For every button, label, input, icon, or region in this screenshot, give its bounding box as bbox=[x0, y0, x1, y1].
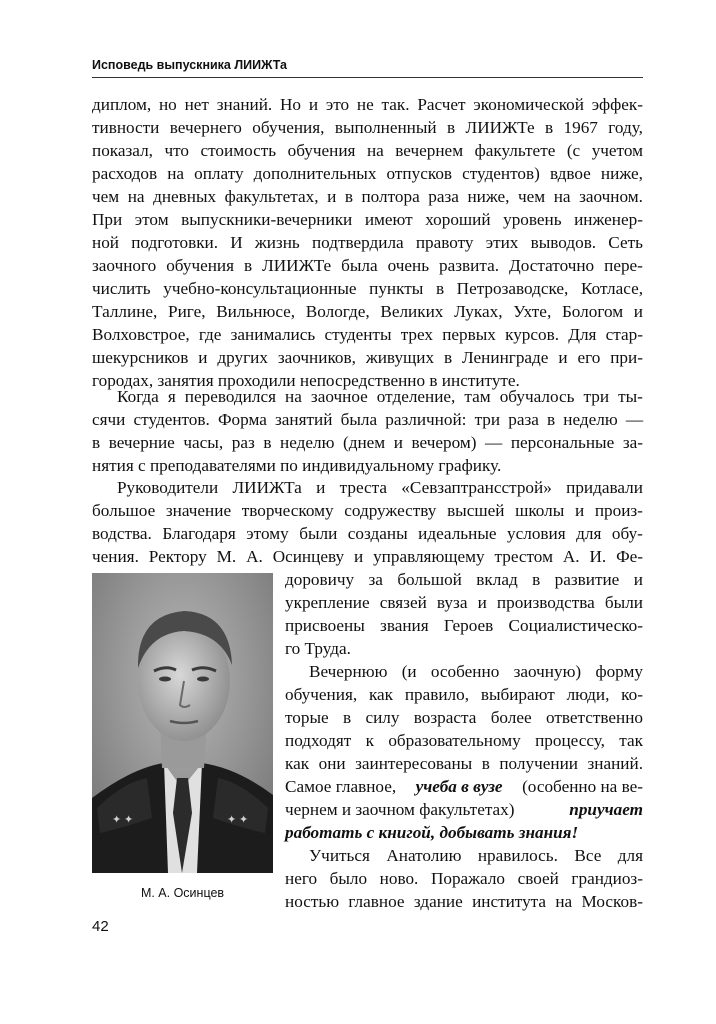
text-line: Когда я переводился на заочное отделение, там обучалось три ты- bbox=[117, 387, 643, 406]
text-line: большое значение творческому содружеству высшей школы и произ- bbox=[92, 501, 643, 520]
text-line: тивности вечернего обучения, выполненный в ЛИИЖТе в 1967 году, bbox=[92, 118, 643, 137]
text-line: укрепление связей вуза и производства были bbox=[285, 593, 643, 612]
text-line-mixed bbox=[285, 776, 643, 798]
text-run: (особенно на ве- bbox=[517, 777, 643, 796]
text-line: При этом выпускники-вечерники имеют хороший уровень инженер- bbox=[92, 210, 643, 229]
text-line: Учиться Анатолию нравилось. Все для bbox=[309, 846, 643, 865]
running-header: Исповедь выпускника ЛИИЖТа bbox=[92, 58, 287, 72]
text-line: присвоены звания Героев Социалистическо- bbox=[285, 616, 643, 635]
emphasis-line: работать с книгой, добывать знания! bbox=[285, 823, 579, 842]
text-line: Руководители ЛИИЖТа и треста «Севзаптрансстрой» придавали bbox=[117, 478, 643, 497]
text-line: показал, что стоимость обучения на вечернем факультете (с учетом bbox=[92, 141, 643, 160]
text-line: обучения, как правило, выбирают люди, ко- bbox=[285, 685, 643, 704]
photo-caption: М. А. Осинцев bbox=[140, 886, 225, 900]
text-line: как они заинтересованы в получении знаний. bbox=[285, 754, 643, 773]
text-line: го Труда. bbox=[285, 639, 351, 658]
portrait-photo bbox=[92, 573, 273, 873]
text-line-mixed bbox=[285, 799, 643, 821]
text-run: Самое главное, bbox=[285, 777, 401, 796]
text-line: Волховстрое, где занимались студенты трех первых курсов. Для стар- bbox=[92, 325, 643, 344]
text-line: нятия с преподавателями по индивидуальному графику. bbox=[92, 456, 502, 475]
text-line: торые в силу возраста более ответственно bbox=[285, 708, 643, 727]
text-run: чернем и заочном факультетах) bbox=[285, 800, 519, 819]
text-line: городах, занятия проходили непосредственно в институте. bbox=[92, 371, 520, 390]
text-line: доровичу за большой вклад в развитие и bbox=[285, 570, 643, 589]
emphasis-text: приучает bbox=[569, 800, 643, 819]
text-line: чения. Ректору М. А. Осинцеву и управляющему трестом А. И. Фе- bbox=[92, 547, 643, 566]
svg-text:✦ ✦: ✦ ✦ bbox=[227, 814, 249, 826]
text-line: числить учебно-консультационные пункты в Петрозаводске, Котласе, bbox=[92, 279, 643, 298]
text-line: ностью главное здание института на Москов- bbox=[285, 892, 643, 911]
text-line: Таллине, Риге, Вильнюсе, Вологде, Великих Луках, Ухте, Бологом и bbox=[92, 302, 643, 321]
text-line: водства. Благодаря этому были созданы идеальные условия для обу- bbox=[92, 524, 643, 543]
emphasis-text: учеба в вузе bbox=[415, 777, 503, 796]
header-rule bbox=[92, 77, 643, 78]
text-line: диплом, но нет знаний. Но и это не так. Расчет экономической эффек- bbox=[92, 95, 643, 114]
page-number: 42 bbox=[92, 918, 109, 935]
text-line: Вечернюю (и особенно заочную) форму bbox=[309, 662, 643, 681]
text-line: него было ново. Поражало своей грандиоз- bbox=[285, 869, 643, 888]
text-line: шекурсников и других заочников, живущих в Ленинграде и его при- bbox=[92, 348, 643, 367]
text-line: подходят к образовательному процессу, так bbox=[285, 731, 643, 750]
text-line: заочного обучения в ЛИИЖТе была очень развита. Достаточно пере- bbox=[92, 256, 643, 275]
text-line: в вечерние часы, раз в неделю (днем и вечером) — персональные за- bbox=[92, 433, 643, 452]
text-line: ной подготовки. И жизнь подтвердила правоту этих выводов. Сеть bbox=[92, 233, 643, 252]
text-line: сячи студентов. Форма занятий была различной: три раза в неделю — bbox=[92, 410, 643, 429]
svg-text:✦ ✦: ✦ ✦ bbox=[112, 814, 134, 826]
text-line: расходов на оплату дополнительных отпусков студентов) вдвое ниже, bbox=[92, 164, 643, 183]
text-line: чем на дневных факультетах, и в полтора раза ниже, чем на заочном. bbox=[92, 187, 643, 206]
